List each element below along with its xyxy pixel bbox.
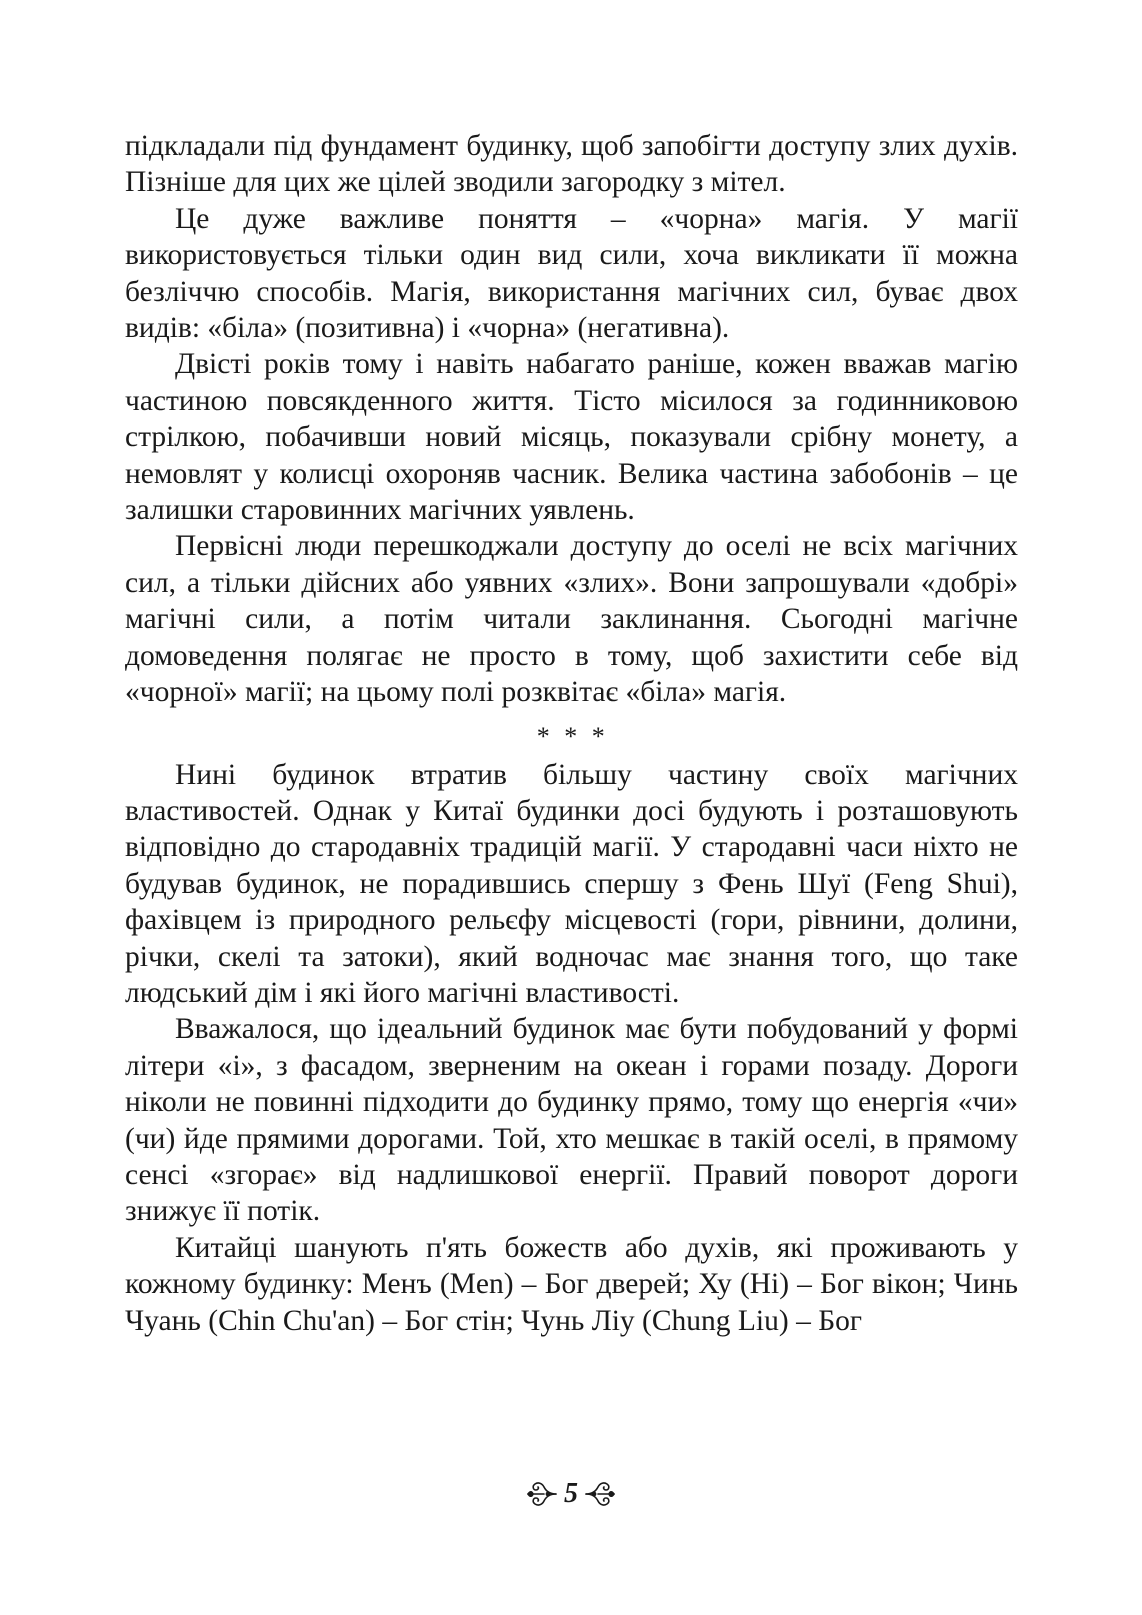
paragraph: Первісні люди перешкоджали доступу до оселі не всіх магічних сил, а тільки дійсних або уявних «злих». Вони запрошували «добрі» магічні сили, а потім читали заклинання. Сьогодні магічне домоведення полягає не просто в тому, щоб захистити себе від «чорної» магії; на цьому полі розквітає «біла» магія. bbox=[125, 530, 1018, 709]
page-footer bbox=[0, 1472, 1142, 1516]
right-ornament-icon bbox=[584, 1479, 618, 1509]
page-body bbox=[125, 128, 1018, 1339]
page-number: 5 bbox=[564, 1478, 578, 1509]
paragraph: Нині будинок втратив більшу частину своїх магічних властивостей. Однак у Китаї будинки досі будують і розташовують відповідно до стародавніх традицій магії. У стародавні часи ніхто не будував будинок, не порадившись спершу з Фень Шуї (Feng Shui), фахівцем із природного рельєфу місцевості (гори, рівнини, долини, річки, скелі та затоки), який водночас має знання того, що таке людський дім і які його магічні властивості. bbox=[125, 758, 1018, 1009]
section-separator: * * * bbox=[535, 721, 608, 751]
paragraph: Двісті років тому і навіть набагато раніше, кожен вважав магію частиною повсякденного життя. Тісто місилося за годинниковою стрілкою, побачивши новий місяць, показували срібну монету, а немовлят у колисці охороняв часник. Велика частина забобонів – це залишки старовинних магічних уявлень. bbox=[125, 348, 1018, 527]
paragraph-continuation: підкладали під фундамент будинку, щоб запобігти доступу злих духів. Пізніше для цих же цілей зводили загородку з мітел. bbox=[125, 130, 1018, 199]
left-ornament-icon bbox=[524, 1479, 558, 1509]
paragraph: Вважалося, що ідеальний будинок має бути побудований у формі літери «і», з фасадом, зверненим на океан і горами позаду. Дороги ніколи не повинні підходити до будинку прямо, тому що енергія «чи» (чи) йде прямими дорогами. Той, хто мешкає в такій оселі, в прямому сенсі «згорає» від надлишкової енергії. Правий поворот дороги знижує її потік. bbox=[125, 1013, 1018, 1228]
paragraph-continued: Китайці шанують п'ять божеств або духів, які проживають у кожному будинку: Менъ (Men) – Бог дверей; Ху (Hi) – Бог вікон; Чинь Чуань (Chin Chu'an) – Бог стін; Чунь Ліу (Chung Liu) – Бог bbox=[125, 1231, 1018, 1337]
paragraph: Це дуже важливе поняття – «чорна» магія. У магії використовується тільки один вид сили, хоча викликати її можна безліччю способів. Магія, використання магічних сил, буває двох видів: «біла» (позитивна) і «чорна» (негативна). bbox=[125, 202, 1018, 345]
